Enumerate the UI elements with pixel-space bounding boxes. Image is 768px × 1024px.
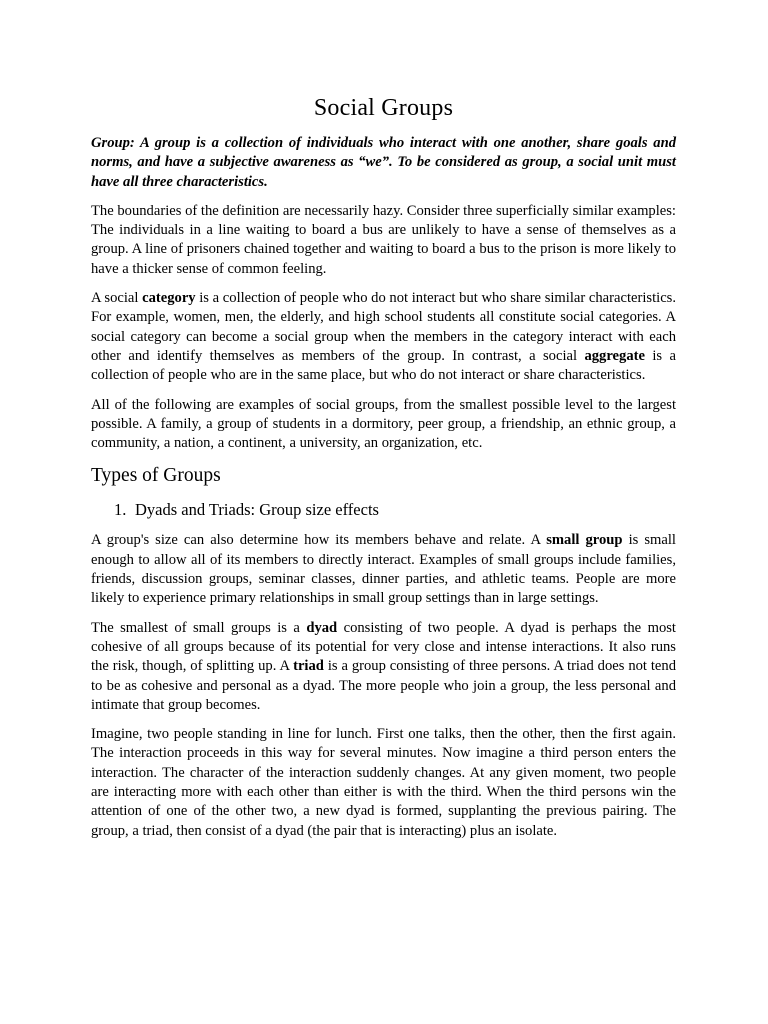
text-run: is a collection of people who are in the same place, but who do not interact or share characteristics. — [91, 347, 676, 384]
group-definition: Group: A group is a collection of individuals who interact with one another, share goals and norms, and have a subjective awareness as “we”. To be considered as group, a social unit must have all three characteristics. — [91, 135, 676, 190]
paragraph-dyad-triad — [91, 619, 676, 715]
paragraph-small-group — [91, 531, 676, 608]
document-page — [91, 92, 676, 851]
text-run: A social — [91, 290, 143, 307]
text-run: A group's size can also determine how its members behave and relate. A — [91, 532, 547, 549]
subsection-heading — [91, 498, 676, 522]
text-run: The smallest of small groups is a — [91, 619, 307, 636]
paragraph-examples: All of the following are examples of social groups, from the smallest possible level to the largest possible. A family, a group of students in a dormitory, peer group, a friendship, an ethnic group, a community, a nation, a continent, a university, an organization, etc. — [91, 396, 676, 452]
paragraph-boundaries: The boundaries of the definition are necessarily hazy. Consider three superficially similar examples: The individuals in a line waiting to board a bus are unlikely to have a sense of themselves as a group. A line of prisoners chained together and waiting to board a bus to the prison is more likely to have a thicker sense of common feeling. — [91, 202, 676, 277]
term-triad: triad — [293, 658, 324, 675]
term-dyad: dyad — [306, 619, 338, 636]
term-category: category — [142, 290, 196, 307]
subsection-title: Dyads and Triads: Group size effects — [135, 500, 379, 520]
text-run: is a collection of people who do not interact but who share similar characteristics. For example, women, men, the elderly, and high school students all constitute social categories. A social category can become a social group when the members in the category interact with each other and identify themselves as members of the group. In contrast, a social — [91, 290, 676, 364]
term-small-group: small group — [546, 532, 623, 549]
paragraph-category-aggregate — [91, 289, 676, 385]
list-number: 1. — [114, 500, 127, 520]
text-run: consisting of two people. A dyad is perhaps the most cohesive of all groups because of its potential for very close and intense interactions. It also runs the risk, though, of splitting up. A — [91, 619, 676, 675]
term-aggregate: aggregate — [584, 347, 645, 364]
text-run: is small enough to allow all of its members to directly interact. Examples of small groups include families, friends, discussion groups, seminar classes, dinner parties, and athletic teams. People are more likely to experience primary relationships in small group settings than in large settings. — [91, 532, 676, 607]
section-heading: Types of Groups — [91, 465, 221, 487]
paragraph-lunch-line: Imagine, two people standing in line for lunch. First one talks, then the other, then the first again. The interaction proceeds in this way for several minutes. Now imagine a third person enters the interaction. The character of the interaction suddenly changes. At any given moment, two people are interacting more with each other than either is with the third. When the third persons win the attention of one of the other two, a new dyad is formed, supplanting the previous pairing. The group, a triad, then consist of a dyad (the pair that is interacting) plus an isolate. — [91, 726, 676, 839]
page-title: Social Groups — [313, 95, 454, 121]
text-run: is a group consisting of three persons. A triad does not tend to be as cohesive and personal as a dyad. The more people who join a group, the less personal and intimate that group becomes. — [91, 658, 677, 713]
